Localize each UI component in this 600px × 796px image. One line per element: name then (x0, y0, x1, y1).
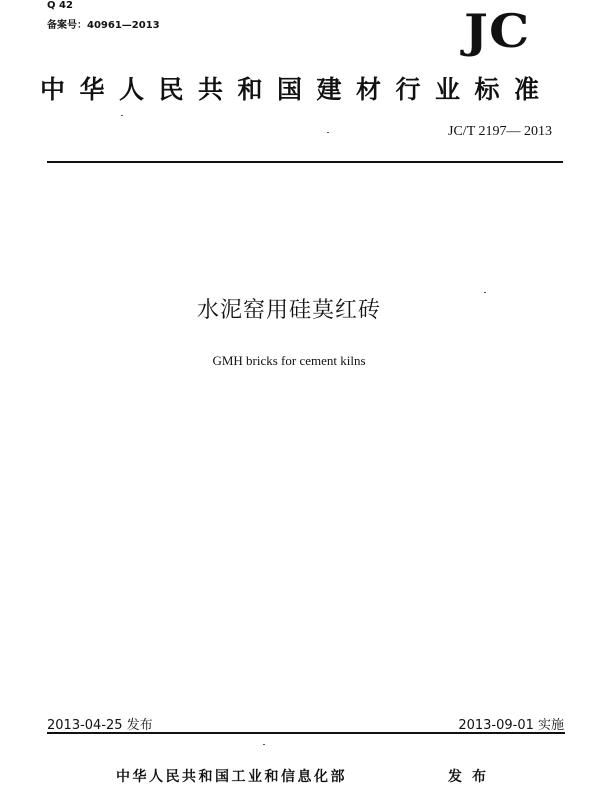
scan-speck (121, 115, 123, 116)
publisher-name: 中华人民共和国工业和信息化部 (116, 769, 347, 785)
footer-divider (47, 732, 565, 734)
publish-label: 发布 (448, 769, 496, 785)
standard-number: JC/T 2197— 2013 (448, 124, 552, 139)
issue-date: 2013-04-25 发布 (47, 718, 153, 733)
scan-speck (484, 292, 486, 293)
header-divider (47, 161, 563, 163)
implementation-date: 2013-09-01 实施 (458, 718, 564, 733)
document-title-chinese: 水泥窑用硅莫红砖 (196, 298, 381, 323)
record-number: 备案号：40961—2013 (47, 20, 160, 31)
classification-code: Q 42 (47, 0, 73, 11)
scan-speck (263, 744, 265, 745)
jc-logo: JC (463, 4, 530, 58)
industry-standard-title: 中华人民共和国建材行业标准 (40, 75, 554, 104)
document-title-english: GMH bricks for cement kilns (212, 353, 366, 368)
scan-speck (327, 132, 329, 133)
